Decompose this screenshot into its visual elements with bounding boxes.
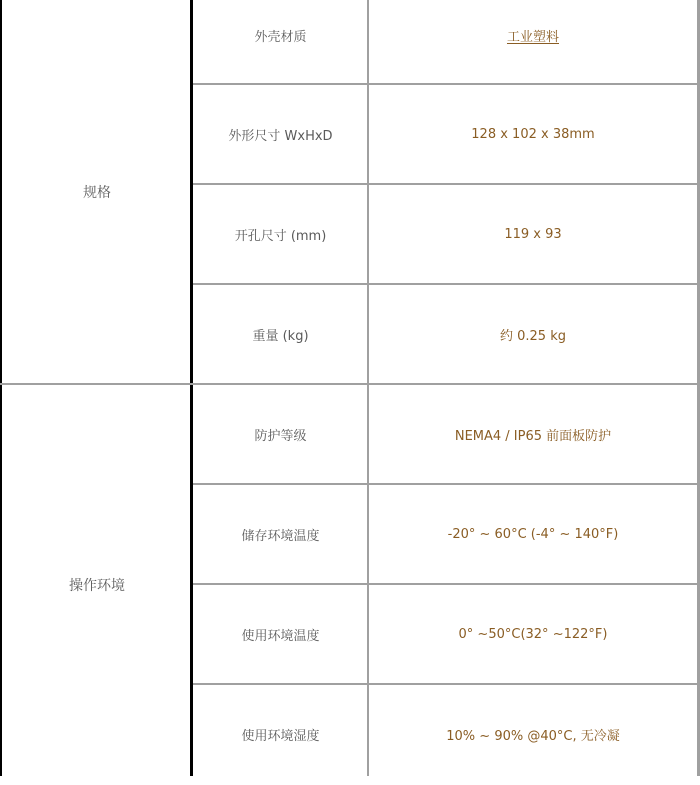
value-operating-temperature: 0° ~50°C(32° ~122°F) [458,626,608,642]
value-cutout-size: 119 x 93 [504,226,562,242]
param-weight: 重量 (kg) [252,328,309,344]
param-storage-temperature: 储存环境温度 [241,528,320,544]
value-operating-humidity: 10% ~ 90% @40°C, 无冷凝 [446,728,620,744]
group-label-specs: 规格 [83,184,111,201]
param-cutout-size: 开孔尺寸 (mm) [234,228,327,244]
value-storage-temperature: -20° ~ 60°C (-4° ~ 140°F) [447,526,619,542]
value-protection-rating: NEMA4 / IP65 前面板防护 [454,428,612,444]
value-dimensions: 128 x 102 x 38mm [471,126,595,142]
value-weight: 约 0.25 kg [500,328,566,344]
param-housing-material: 外壳材质 [254,30,307,45]
value-housing-material-link[interactable]: 工业塑料 [506,30,559,45]
param-operating-humidity: 使用环境湿度 [241,728,320,744]
group-label-environment: 操作环境 [69,578,125,594]
param-protection-rating: 防护等级 [254,428,307,444]
value-housing-material[interactable] [369,0,697,71]
param-operating-temperature: 使用环境温度 [241,628,320,644]
param-dimensions: 外形尺寸 WxHxD [228,128,333,144]
